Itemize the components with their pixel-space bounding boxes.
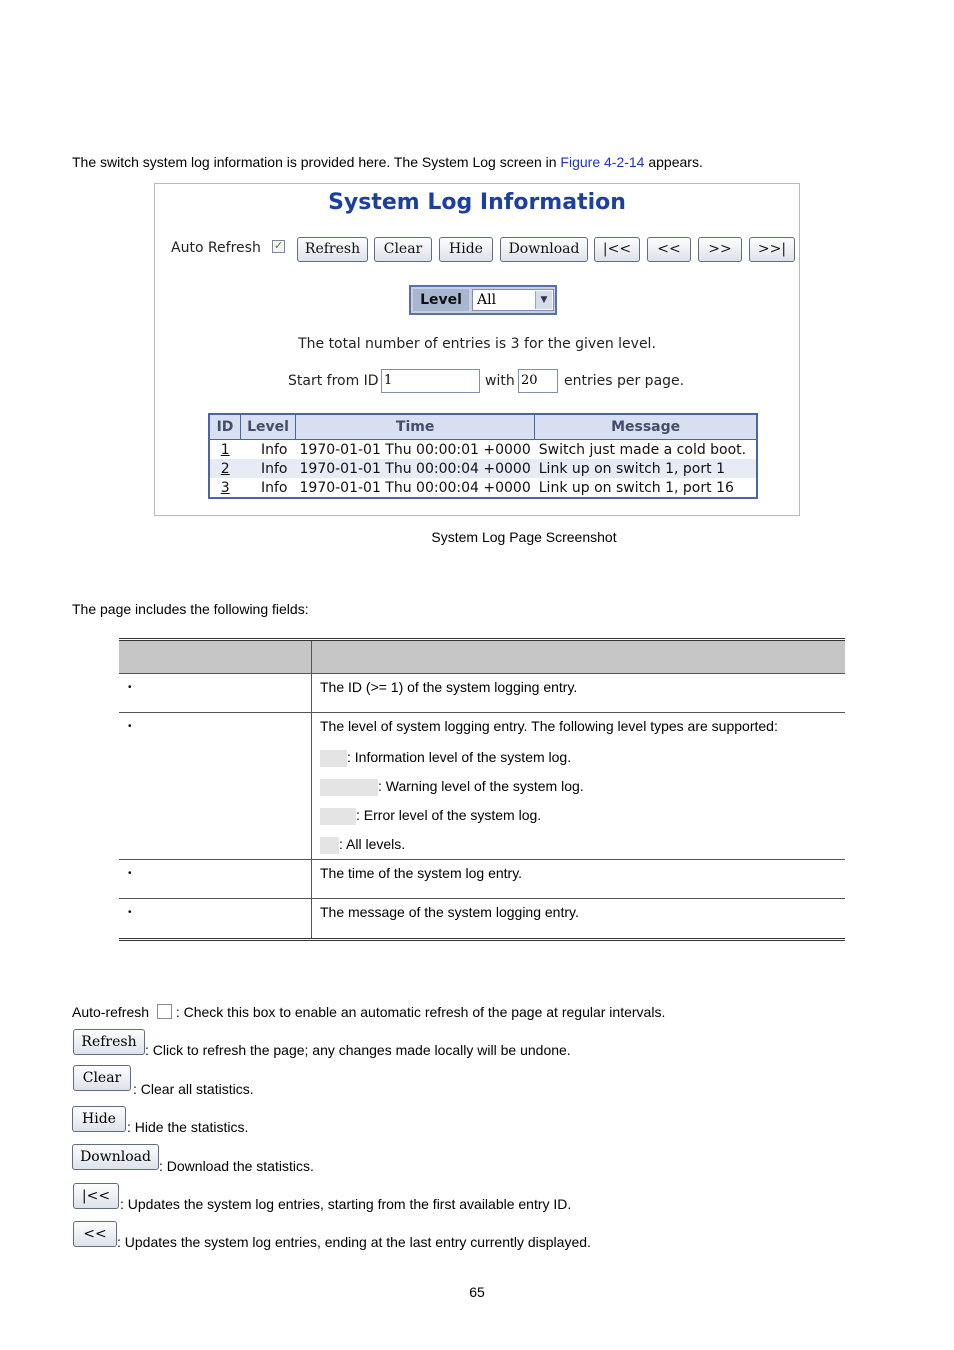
log-id-link[interactable]: 1 <box>220 441 230 458</box>
auto-refresh-description <box>72 1004 665 1020</box>
last-page-button[interactable]: >>| <box>749 237 795 262</box>
description-text: : All levels. <box>339 836 406 852</box>
table-row <box>209 440 757 460</box>
download-button[interactable]: Download <box>500 237 588 262</box>
log-table-header <box>209 414 757 440</box>
description-text: : Warning level of the system log. <box>378 778 584 794</box>
auto-refresh-checkbox[interactable]: ✓ <box>273 240 284 252</box>
description-header-cell <box>312 641 845 673</box>
highlight-swatch <box>320 779 378 796</box>
intro-suffix: appears. <box>644 154 703 170</box>
description-line: The level of system logging entry. The following level types are supported: <box>320 718 778 734</box>
description-line: The ID (>= 1) of the system logging entry. <box>320 679 578 695</box>
refresh-description: : Click to refresh the page; any changes made locally will be undone. <box>145 1042 571 1058</box>
log-level: Info <box>241 459 296 478</box>
log-message: Switch just made a cold boot. <box>538 441 747 458</box>
col-id-header: ID <box>209 414 241 440</box>
total-entries-text: The total number of entries is 3 for the given level. <box>298 336 656 352</box>
table-row <box>209 478 757 498</box>
description-cell <box>312 860 845 898</box>
intro-paragraph <box>72 154 703 170</box>
field-table-header <box>119 641 845 674</box>
fields-intro: The page includes the following fields: <box>72 601 309 617</box>
system-log-table <box>208 413 758 499</box>
entries-per-page-label: entries per page. <box>564 373 685 389</box>
level-filter <box>409 285 557 315</box>
level-selected-value: All <box>477 292 497 308</box>
log-level: Info <box>261 441 288 458</box>
first-page-button-sample[interactable]: |<< <box>73 1183 119 1209</box>
highlight-swatch <box>320 750 347 767</box>
bullet: • <box>128 721 132 732</box>
log-id-link[interactable]: 2 <box>209 459 241 478</box>
level-error-line <box>320 801 837 830</box>
chevron-down-icon[interactable]: ▼ <box>535 291 552 309</box>
object-cell <box>119 860 312 898</box>
clear-button-sample[interactable]: Clear <box>73 1065 131 1091</box>
table-row <box>119 713 845 860</box>
previous-page-button-sample[interactable]: << <box>73 1221 117 1247</box>
page-number: 65 <box>469 1284 485 1300</box>
level-all-line <box>320 830 837 859</box>
entries-per-page-input[interactable]: 20 <box>518 369 558 393</box>
highlight-swatch <box>320 837 339 854</box>
log-time: 1970-01-01 Thu 00:00:01 +0000 <box>299 441 531 458</box>
auto-refresh-label-text: Auto-refresh <box>72 1004 150 1020</box>
figure-caption: System Log Page Screenshot <box>431 529 617 545</box>
auto-refresh-label: Auto Refresh <box>171 240 261 256</box>
hide-button[interactable]: Hide <box>439 237 493 262</box>
level-info-line <box>320 743 837 772</box>
object-header-cell <box>119 641 312 673</box>
start-from-input[interactable]: 1 <box>381 369 480 393</box>
description-line: The time of the system log entry. <box>320 865 523 881</box>
next-page-button[interactable]: >> <box>698 237 742 262</box>
hide-description: : Hide the statistics. <box>127 1119 249 1135</box>
start-from-label: Start from ID <box>288 373 379 389</box>
log-message: Link up on switch 1, port 16 <box>538 479 734 496</box>
clear-button[interactable]: Clear <box>374 237 432 262</box>
auto-refresh-desc-text: : Check this box to enable an automatic refresh of the page at regular intervals. <box>171 1004 666 1020</box>
intro-text: The switch system log information is provided here. The System Log screen in <box>72 154 561 170</box>
col-message-header: Message <box>535 414 757 440</box>
log-level: Info <box>261 479 288 496</box>
log-time: 1970-01-01 Thu 00:00:04 +0000 <box>296 459 535 478</box>
system-log-screenshot <box>154 183 800 516</box>
first-page-button[interactable]: |<< <box>594 237 640 262</box>
screen-title: System Log Information <box>328 190 626 215</box>
previous-page-description: : Updates the system log entries, ending at the last entry currently displayed. <box>117 1234 591 1250</box>
with-label: with <box>485 373 515 389</box>
col-level-header: Level <box>241 414 296 440</box>
table-row <box>209 459 757 478</box>
object-cell <box>119 713 312 859</box>
bullet: • <box>128 907 132 918</box>
first-page-description: : Updates the system log entries, starting from the first available entry ID. <box>120 1196 572 1212</box>
log-time: 1970-01-01 Thu 00:00:04 +0000 <box>299 479 531 496</box>
bullet: • <box>128 868 132 879</box>
log-id-link[interactable]: 3 <box>220 479 230 496</box>
description-line: The message of the system logging entry. <box>320 904 579 920</box>
table-row <box>119 899 845 938</box>
description-text: : Error level of the system log. <box>356 807 542 823</box>
object-cell <box>119 674 312 712</box>
level-select[interactable] <box>472 289 554 311</box>
auto-refresh-checkbox-sample[interactable] <box>157 1004 172 1019</box>
description-cell <box>312 899 845 938</box>
figure-link[interactable]: Figure 4-2-14 <box>560 154 645 170</box>
object-cell <box>119 899 312 938</box>
download-button-sample[interactable]: Download <box>72 1144 159 1170</box>
level-label: Level <box>413 289 469 311</box>
download-description: : Download the statistics. <box>159 1158 314 1174</box>
description-cell <box>312 713 845 859</box>
refresh-button[interactable]: Refresh <box>297 237 368 262</box>
table-row <box>119 674 845 713</box>
highlight-swatch <box>320 808 356 825</box>
previous-page-button[interactable]: << <box>647 237 691 262</box>
log-message: Link up on switch 1, port 1 <box>535 459 757 478</box>
level-warning-line <box>320 772 837 801</box>
col-time-header: Time <box>296 414 535 440</box>
bullet: • <box>128 682 132 693</box>
description-text: : Information level of the system log. <box>347 749 572 765</box>
description-cell <box>312 674 845 712</box>
hide-button-sample[interactable]: Hide <box>72 1106 126 1132</box>
clear-description: : Clear all statistics. <box>133 1081 254 1097</box>
refresh-button-sample[interactable]: Refresh <box>73 1029 145 1055</box>
field-description-table <box>119 638 845 941</box>
table-row <box>119 860 845 899</box>
